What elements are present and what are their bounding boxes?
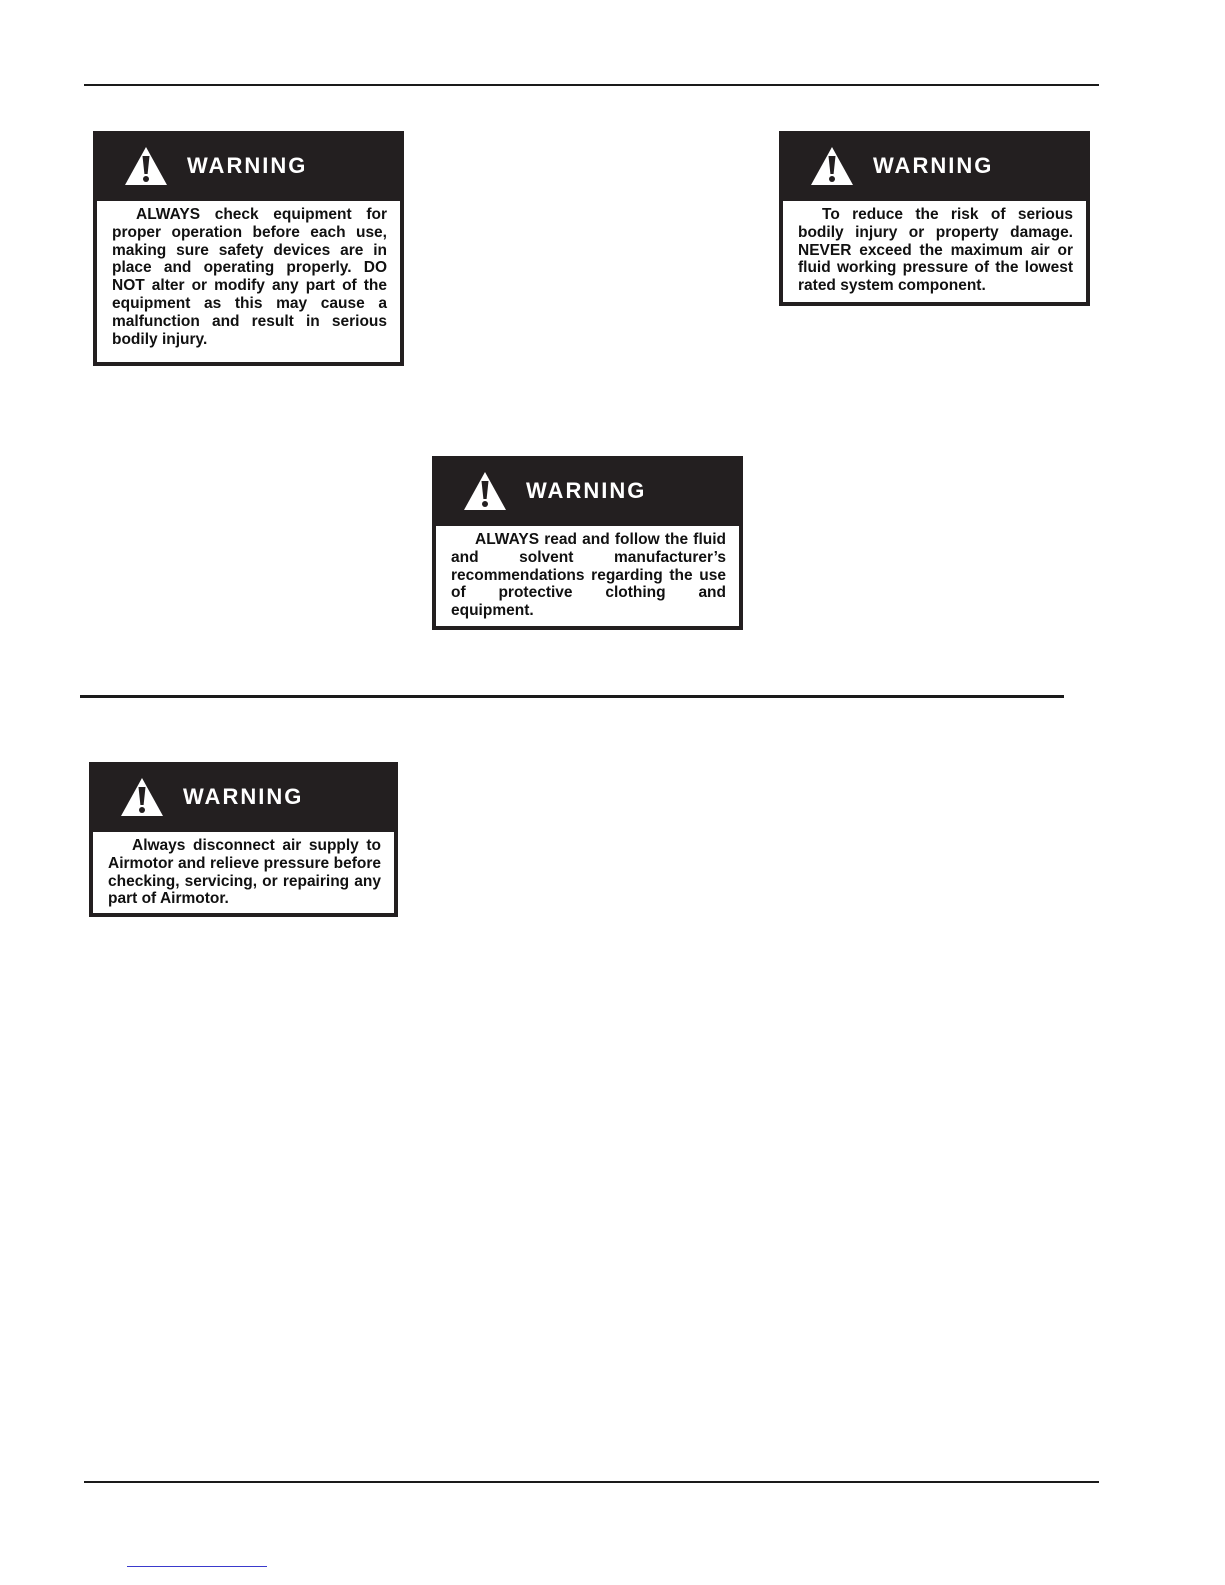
warning-title: WARNING (873, 153, 994, 178)
warning-header (97, 131, 400, 201)
bottom-rule (84, 1481, 1099, 1483)
warning-box-disconnect-air (89, 762, 398, 917)
warning-header (93, 762, 394, 832)
warning-title: WARNING (183, 784, 304, 809)
warning-box-protective-clothing (432, 456, 743, 630)
warning-text: Always disconnect air supply to Airmotor and relieve pressure before checking, servicing, or repairing any part of Airmotor. (93, 832, 394, 913)
warning-text: ALWAYS read and follow the fluid and solvent manufacturer’s recommendations regarding the use of protective clothing and equipment. (436, 526, 739, 626)
warning-text: To reduce the risk of serious bodily injury or property damage. NEVER exceed the maximum air or fluid working pressure of the lowest rated system component. (783, 201, 1086, 302)
warning-header (783, 131, 1086, 201)
warning-box-equipment-check (93, 131, 404, 366)
section-divider (80, 695, 1064, 698)
warning-box-max-pressure (779, 131, 1090, 306)
top-rule (84, 84, 1099, 86)
footer-link-underline[interactable] (127, 1566, 267, 1567)
warning-text: ALWAYS check equipment for proper operation before each use, making sure safety devices are in place and operating properly. DO NOT alter or modify any part of the equipment as this may cause a malfunction and result in serious bodily injury. (97, 201, 400, 362)
warning-triangle-icon (119, 776, 165, 818)
warning-header (436, 456, 739, 526)
warning-title: WARNING (526, 478, 647, 503)
warning-triangle-icon (462, 470, 508, 512)
warning-title: WARNING (187, 153, 308, 178)
warning-triangle-icon (123, 145, 169, 187)
warning-triangle-icon (809, 145, 855, 187)
